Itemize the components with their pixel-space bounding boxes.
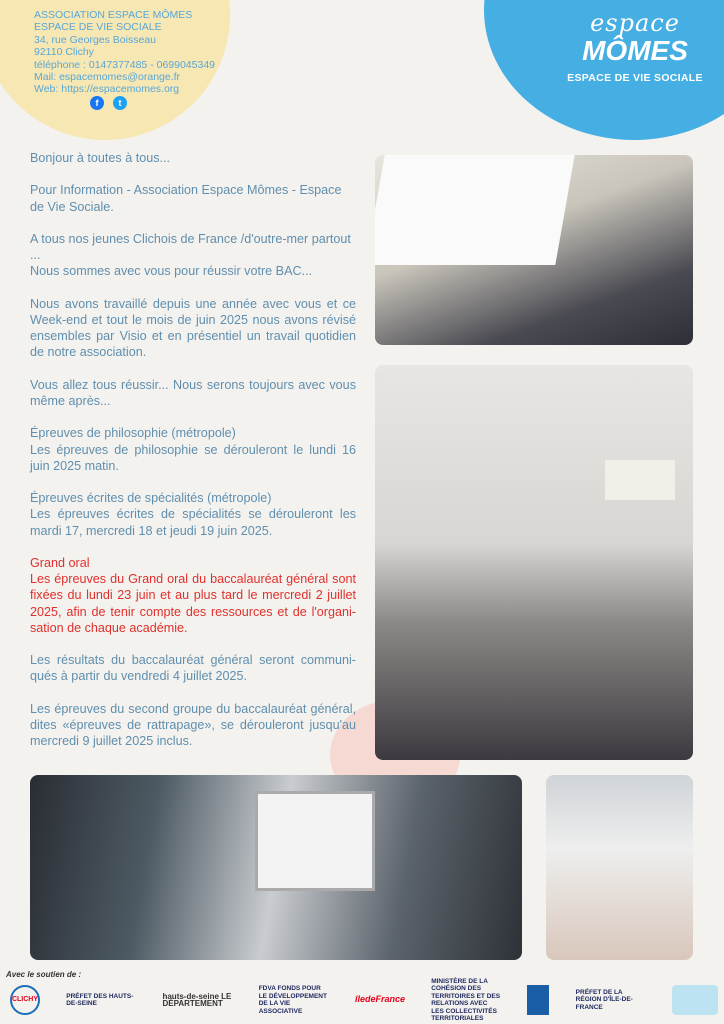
logo-momes: MÔMES	[582, 35, 688, 66]
philo-text: Les épreuves de philosophie se dérouleront le lundi 16 juin 2025 matin.	[30, 442, 356, 473]
youth-paragraph: A tous nos jeunes Clichois de France /d'outre-mer partout ...	[30, 231, 351, 263]
info-paragraph: Pour Information - Association Espace Mômes - Espace de Vie Sociale.	[30, 183, 342, 214]
partner-hauts-de-seine: hauts-de-seine LE DÉPARTEMENT	[162, 991, 232, 1008]
phone: téléphone : 0147377485 - 0699045349	[34, 58, 216, 71]
facebook-icon[interactable]: f	[90, 96, 104, 110]
partner-prefet-hauts-de-seine: PRÉFET DES HAUTS-DE-SEINE	[66, 992, 134, 1007]
partner-caf-badge	[527, 985, 549, 1015]
photo-students-studying	[375, 155, 693, 345]
support-label: Avec le soutien de :	[6, 970, 82, 979]
photo-whiteboard	[255, 791, 375, 891]
photo-table	[375, 155, 575, 265]
org-name: ASSOCIATION ESPACE MÔMES	[34, 9, 193, 21]
partner-ile-de-france: îledeFrance	[354, 994, 405, 1005]
logo-subtitle: ESPACE DE VIE SOCIALE	[567, 72, 703, 84]
contact-block	[34, 9, 215, 96]
second-group-paragraph: Les épreuves du second groupe du baccalauréat général, dites «épreuves de rattrapage», se dérouleront jusqu'au mercredi 9 juillet 2025 inclus.	[30, 701, 356, 749]
philo-title: Épreuves de philosophie (métropole)	[30, 426, 236, 441]
mail[interactable]: Mail: espacemomes@orange.fr	[34, 71, 181, 84]
partner-ministere: MINISTÈRE DE LA COHÉSION DES TERRITOIRES ET DES RELATIONS AVEC LES COLLECTIVITÉS TERRITORIALES	[431, 977, 501, 1022]
partner-circular-logo	[672, 985, 718, 1015]
partner-clichy-logo: CLICHY	[10, 985, 40, 1015]
org-subtitle: ESPACE DE VIE SOCIALE	[34, 21, 162, 34]
espace-momes-logo	[560, 10, 710, 84]
twitter-icon[interactable]: t	[113, 96, 127, 110]
partner-prefet-region: PRÉFET DE LA RÉGION D'ÎLE-DE-FRANCE	[575, 988, 633, 1011]
photo-classroom-presentation	[375, 365, 693, 760]
greeting: Bonjour à toutes à tous...	[30, 151, 171, 165]
spe-text: Les épreuves écrites de spécialités se dérouleront les mardi 17, mercredi 18 et jeudi 19 juin 2025.	[30, 507, 356, 538]
partner-logos	[10, 977, 718, 1022]
logo-espace: espace	[590, 9, 680, 37]
results-paragraph: Les résultats du baccalauréat général seront communi-qués à partir du vendredi 4 juillet 2025.	[30, 653, 356, 684]
partner-fdva: FDVA FONDS POUR LE DÉVELOPPEMENT DE LA VIE ASSOCIATIVE	[258, 985, 327, 1015]
main-text	[30, 150, 356, 766]
oral-text: Les épreuves du Grand oral du baccalauréat général sont fixées du lundi 23 juin et au plus tard le mercredi 2 juillet 2025, afin de tenir compte des ressources et de l'organi-sation de chaque académie.	[30, 572, 356, 635]
social-links	[90, 96, 127, 110]
address: 34, rue Georges Boisseau	[34, 33, 156, 46]
photo-exam-paper	[546, 775, 693, 960]
spe-title: Épreuves écrites de spécialités (métropole)	[30, 491, 272, 506]
success-paragraph: Vous allez tous réussir... Nous serons toujours avec vous même après...	[30, 377, 356, 408]
photo-teacher-speaking	[30, 775, 522, 960]
photo-projector-screen	[605, 460, 675, 500]
website[interactable]: Web: https://espacemomes.org	[34, 83, 180, 96]
city: 92110 Clichy	[34, 46, 94, 59]
bac-paragraph: Nous sommes avec vous pour réussir votre BAC...	[30, 264, 313, 279]
oral-title: Grand oral	[30, 555, 90, 570]
work-paragraph: Nous avons travaillé depuis une année avec vous et ce Week-end et tout le mois de juin 2025 nous avons révisé ensembles par Visio et en présentiel un travail quotidien de notre association.	[30, 296, 356, 360]
